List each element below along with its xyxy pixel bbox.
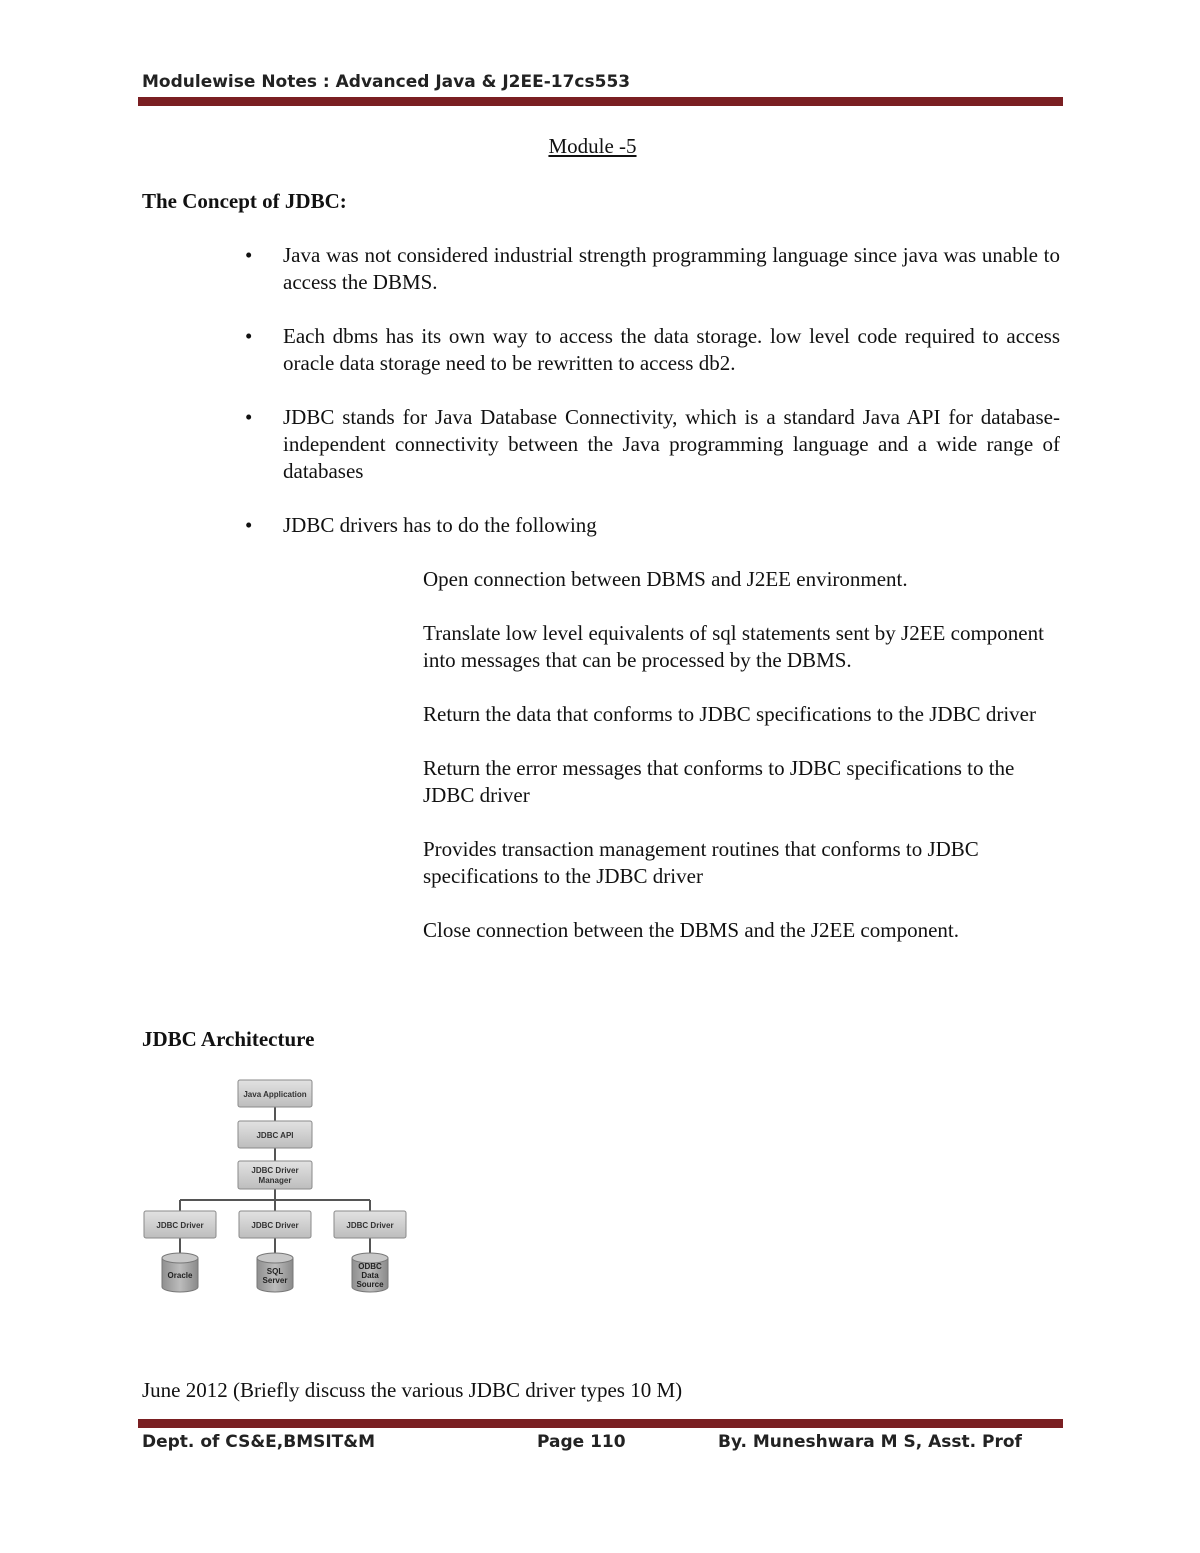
bullet-item bbox=[245, 323, 1060, 377]
jdbc-driver-box bbox=[144, 1211, 216, 1238]
driver-manager-label-line1: JDBC Driver bbox=[251, 1166, 299, 1175]
jdbc-api-label: JDBC API bbox=[256, 1131, 294, 1140]
database-odbc-label-line2: Data bbox=[361, 1271, 379, 1280]
database-sql-server-icon bbox=[257, 1253, 293, 1292]
bullet-text: Each dbms has its own way to access the data storage. low level code required to access oracle data storage need to be rewritten to access db2. bbox=[283, 324, 1060, 375]
driver-manager-box bbox=[238, 1161, 312, 1189]
bullet-item bbox=[245, 242, 1060, 296]
jdbc-driver-label: JDBC Driver bbox=[346, 1221, 394, 1230]
bullet-list bbox=[245, 242, 1060, 566]
database-odbc-label-line1: ODBC bbox=[358, 1262, 382, 1271]
footer-dept: Dept. of CS&E,BMSIT&M bbox=[142, 1432, 376, 1452]
bullet-item bbox=[245, 512, 1060, 539]
driver-duty-item: Return the data that conforms to JDBC specifications to the JDBC driver bbox=[423, 702, 1036, 726]
database-oracle-icon bbox=[162, 1253, 198, 1292]
bullet-item bbox=[245, 404, 1060, 485]
java-application-label: Java Application bbox=[243, 1090, 307, 1099]
jdbc-driver-box bbox=[239, 1211, 311, 1238]
bullet-text: JDBC stands for Java Database Connectivity, which is a standard Java API for database-independent connectivity between the Java programming language and a wide range of databases bbox=[283, 405, 1060, 483]
driver-duty-item: Return the error messages that conforms to JDBC specifications to the JDBC driver bbox=[423, 756, 1015, 807]
database-sql-label-line2: Server bbox=[262, 1276, 288, 1285]
section-heading-jdbc-architecture: JDBC Architecture bbox=[142, 1027, 315, 1051]
driver-manager-label-line2: Manager bbox=[258, 1176, 292, 1185]
footer-rule bbox=[138, 1419, 1063, 1428]
section-heading-jdbc-concept: The Concept of JDBC: bbox=[142, 189, 347, 213]
footer-page-number: Page 110 bbox=[537, 1432, 626, 1452]
driver-duty-item: Open connection between DBMS and J2EE environment. bbox=[423, 567, 908, 591]
bullet-icon: • bbox=[245, 513, 253, 537]
footer-author: By. Muneshwara M S, Asst. Prof bbox=[718, 1432, 1022, 1452]
jdbc-driver-label: JDBC Driver bbox=[156, 1221, 204, 1230]
database-sql-label-line1: SQL bbox=[266, 1267, 284, 1276]
driver-duty-item: Close connection between the DBMS and the J2EE component. bbox=[423, 918, 959, 942]
bullet-text: JDBC drivers has to do the following bbox=[283, 513, 597, 537]
driver-duties-list bbox=[423, 566, 1063, 971]
database-oracle-label: Oracle bbox=[167, 1271, 193, 1280]
bullet-icon: • bbox=[245, 405, 253, 429]
bullet-text: Java was not considered industrial strength programming language since java was unable to access the DBMS. bbox=[283, 243, 1060, 294]
driver-duty-item: Translate low level equivalents of sql statements sent by J2EE component into messages that can be processed by the DBMS. bbox=[423, 621, 1044, 672]
header-title: Modulewise Notes : Advanced Java & J2EE-17cs553 bbox=[142, 72, 631, 92]
jdbc-api-box bbox=[238, 1121, 312, 1148]
driver-duty-item: Provides transaction management routines that conforms to JDBC specifications to the JDBC driver bbox=[423, 837, 979, 888]
bullet-icon: • bbox=[245, 243, 253, 267]
bullet-icon: • bbox=[245, 324, 253, 348]
header-rule bbox=[138, 97, 1063, 106]
module-title: Module -5 bbox=[548, 134, 637, 158]
exam-question: June 2012 (Briefly discuss the various JDBC driver types 10 M) bbox=[142, 1378, 683, 1402]
jdbc-driver-box bbox=[334, 1211, 406, 1238]
java-application-box bbox=[238, 1080, 312, 1107]
jdbc-architecture-diagram bbox=[138, 1075, 418, 1300]
jdbc-driver-label: JDBC Driver bbox=[251, 1221, 299, 1230]
database-odbc-label-line3: Source bbox=[356, 1280, 384, 1289]
database-odbc-icon bbox=[352, 1253, 388, 1292]
